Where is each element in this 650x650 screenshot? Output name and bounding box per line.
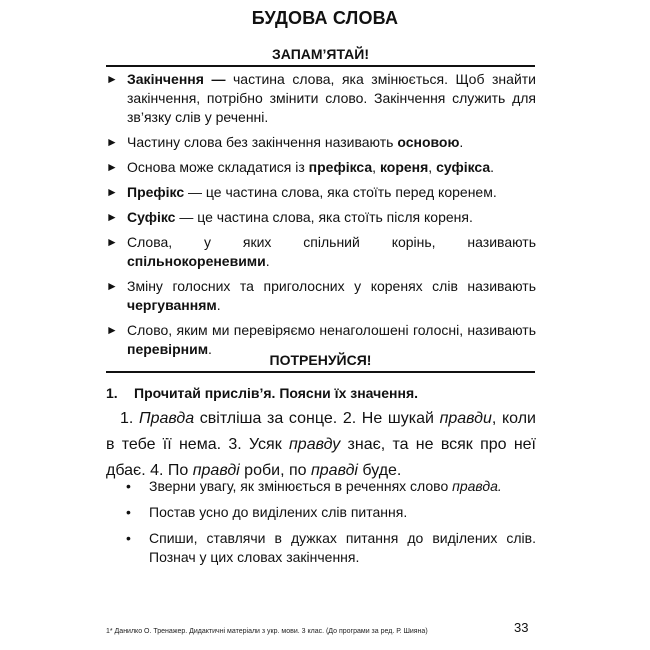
text-run: знає, та не всяк про неї дбає. 4. По	[106, 436, 536, 479]
task-number: 1.	[106, 385, 118, 401]
dot-bullet-icon: •	[126, 504, 131, 520]
task-bullet-item	[106, 529, 536, 567]
bold-term: основою	[397, 134, 460, 150]
page-number: 33	[514, 620, 529, 635]
bold-term: кореня	[379, 159, 429, 175]
triangle-bullet-icon: ►	[106, 279, 118, 293]
text-run: буде.	[357, 462, 402, 479]
triangle-bullet-icon: ►	[106, 235, 118, 249]
text-run: Постав усно до виділених слів питання.	[149, 504, 408, 520]
rule-item	[106, 208, 536, 227]
rule-item	[106, 158, 536, 177]
triangle-bullet-icon: ►	[106, 160, 118, 174]
italic-word: правди	[439, 410, 492, 427]
task-bullet-item	[106, 477, 536, 496]
bold-term: Префікс	[127, 184, 185, 200]
text-run: Частину слова без закінчення називають	[127, 134, 398, 150]
rules-list	[106, 70, 536, 365]
rule-item	[106, 183, 536, 202]
dot-bullet-icon: •	[126, 478, 131, 494]
text-run: Спиши, ставлячи в дужках питання до виділених слів. Познач у цих словах закінчення.	[149, 530, 536, 565]
italic-word: Правда	[138, 410, 195, 427]
text-run: роби, по	[239, 462, 311, 479]
page-title: БУДОВА СЛОВА	[251, 8, 399, 28]
text-run: ,	[372, 159, 380, 175]
rule-item	[106, 133, 536, 152]
text-run: — це частина слова, яка стоїть перед коренем.	[184, 184, 497, 200]
text-run: .	[459, 134, 464, 150]
rule-item	[106, 233, 536, 271]
task-heading	[106, 384, 536, 403]
text-run: .	[208, 341, 212, 357]
italic-word: правді	[192, 462, 240, 479]
task-heading-text: Прочитай прислів’я. Поясни їх значення.	[134, 385, 419, 401]
bold-term: префікса	[308, 159, 373, 175]
dot-bullet-icon: •	[126, 530, 131, 546]
text-run: Основа може складатися із	[127, 159, 309, 175]
text-run: Слова, у яких спільний корінь, називають	[127, 234, 536, 250]
text-run: , коли в тебе її нема. 3. Усяк	[106, 410, 536, 453]
triangle-bullet-icon: ►	[106, 323, 118, 337]
italic-word: правда.	[452, 478, 502, 494]
rule-item	[106, 277, 536, 315]
text-run: .	[265, 253, 270, 269]
text-run: — це частина слова, яка стоїть після кореня.	[175, 209, 473, 225]
task-bullet-list	[106, 477, 536, 574]
footer-note: 1* Данилко О. Тренажер. Дидактичні матеріали з укр. мови. 3 клас. (До програми за ред. Р. Шияна)	[106, 628, 428, 635]
text-run: ,	[428, 159, 437, 175]
triangle-bullet-icon: ►	[106, 185, 118, 199]
italic-word: правді	[310, 462, 358, 479]
text-run: .	[490, 159, 495, 175]
triangle-bullet-icon: ►	[106, 210, 118, 224]
section-heading-practice: ПОТРЕНУЙСЯ!	[106, 352, 535, 373]
text-run: Зверни увагу, як змінюється в реченнях слово	[149, 478, 453, 494]
proverbs-text	[106, 406, 536, 484]
bold-term: перевірним	[127, 341, 209, 357]
rule-item	[106, 70, 536, 127]
bold-term: суфікса	[436, 159, 491, 175]
text-run: .	[216, 297, 221, 313]
text-run: 1.	[120, 410, 139, 427]
bold-term: Закінчення —	[127, 71, 226, 87]
text-run: світліша за сонце. 2. Не шукай	[194, 410, 440, 427]
section-heading-remember: ЗАПАМ’ЯТАЙ!	[106, 46, 535, 67]
text-run: частина слова, яка змінюється. Щоб знайти закінчення, потрібно змінити слово. Закінчення служить для зв’язку слів у реченні.	[127, 71, 536, 125]
bold-term: чергуванням	[127, 297, 217, 313]
text-run: Зміну голосних та приголосних у коренях слів називають	[127, 278, 536, 294]
task-bullet-item	[106, 503, 536, 522]
text-run: Слово, яким ми перевіряємо ненаголошені голосні, називають	[127, 322, 536, 338]
italic-word: правду	[288, 436, 341, 453]
triangle-bullet-icon: ►	[106, 72, 118, 86]
bold-term: спільнокореневими	[127, 253, 266, 269]
bold-term: Суфікс	[127, 209, 176, 225]
triangle-bullet-icon: ►	[106, 135, 118, 149]
